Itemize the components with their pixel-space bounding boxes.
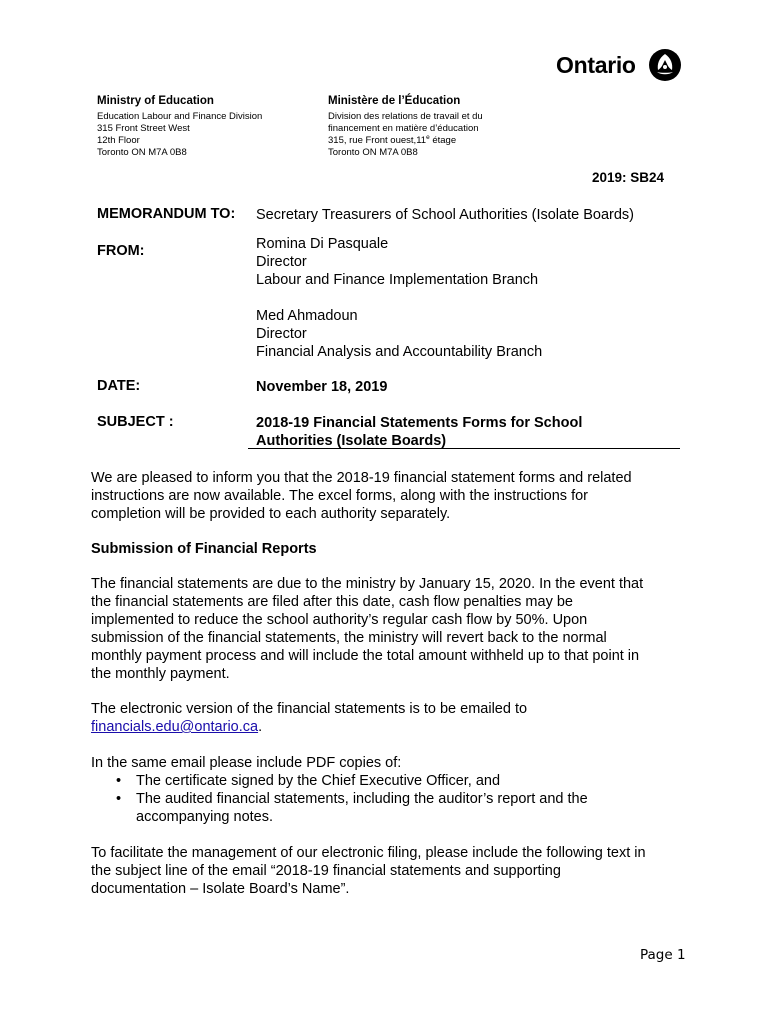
street-en: 315 Front Street West	[97, 123, 190, 134]
from-sender-2: Med Ahmadoun Director Financial Analysis and Accountability Branch	[256, 308, 543, 360]
memo-reference-number: 2019: SB24	[591, 170, 664, 185]
ministry-name-fr: Ministère de l’Éducation	[328, 95, 461, 107]
memo-to-value: Secretary Treasurers of School Authorities (Isolate Boards)	[256, 207, 634, 223]
subject-value: 2018-19 Financial Statements Forms for School Authorities (Isolate Boards)	[256, 415, 583, 449]
city-en: Toronto ON M7A 0B8	[97, 147, 187, 158]
from-label: FROM:	[97, 243, 145, 259]
filing-paragraph: To facilitate the management of our electronic filing, please include the following text in the subject line of the email “2018-19 financial statements and supporting documentation – Isolate Board’s Name”.	[91, 845, 646, 897]
ontario-logo	[556, 48, 681, 86]
english-address-block	[97, 94, 262, 159]
ontario-trillium-icon	[648, 48, 682, 82]
list-item: • The audited financial statements, including the auditor’s report and the accompanying notes.	[116, 791, 588, 825]
memo-to-label: MEMORANDUM TO:	[97, 206, 236, 222]
pdf-list	[116, 772, 676, 826]
list-item: • The certificate signed by the Chief Executive Officer, and	[116, 773, 501, 789]
section-heading: Submission of Financial Reports	[91, 541, 317, 557]
division-fr-line1: Division des relations de travail et du	[328, 111, 483, 122]
header-divider	[248, 448, 680, 449]
date-label: DATE:	[97, 378, 141, 394]
subject-label: SUBJECT :	[97, 414, 174, 430]
french-address-block	[328, 94, 483, 159]
pdf-intro: In the same email please include PDF copies of:	[91, 755, 402, 771]
intro-paragraph: We are pleased to inform you that the 2018-19 financial statement forms and related instructions are now available. The excel forms, along with the instructions for completion will be provided to each authority separately.	[91, 470, 632, 522]
division-en: Education Labour and Finance Division	[97, 111, 263, 122]
ministry-name-en: Ministry of Education	[97, 95, 214, 107]
floor-en: 12th Floor	[97, 135, 140, 146]
street-fr: 315, rue Front ouest,11e étage	[328, 133, 457, 146]
from-sender-1: Romina Di Pasquale Director Labour and Finance Implementation Branch	[256, 236, 539, 288]
page-number: Page 1	[640, 947, 686, 963]
date-value: November 18, 2019	[256, 379, 388, 395]
city-fr: Toronto ON M7A 0B8	[328, 147, 418, 158]
email-link[interactable]: financials.edu@ontario.ca	[91, 719, 259, 735]
email-paragraph: The electronic version of the financial statements is to be emailed to financials.edu@ontario.ca.	[91, 701, 528, 735]
division-fr-line2: financement en matière d’éducation	[328, 123, 479, 134]
logo-wordmark: Ontario	[556, 52, 636, 78]
due-date-paragraph: The financial statements are due to the ministry by January 15, 2020. In the event that the financial statements are filed after this date, cash flow penalties may be implemented to reduce the school authority’s regular cash flow by 50%. Upon submission of the financial statements, the ministry will revert back to the normal monthly payment process and will include the total amount withheld up to that point in the monthly payment.	[91, 576, 644, 682]
